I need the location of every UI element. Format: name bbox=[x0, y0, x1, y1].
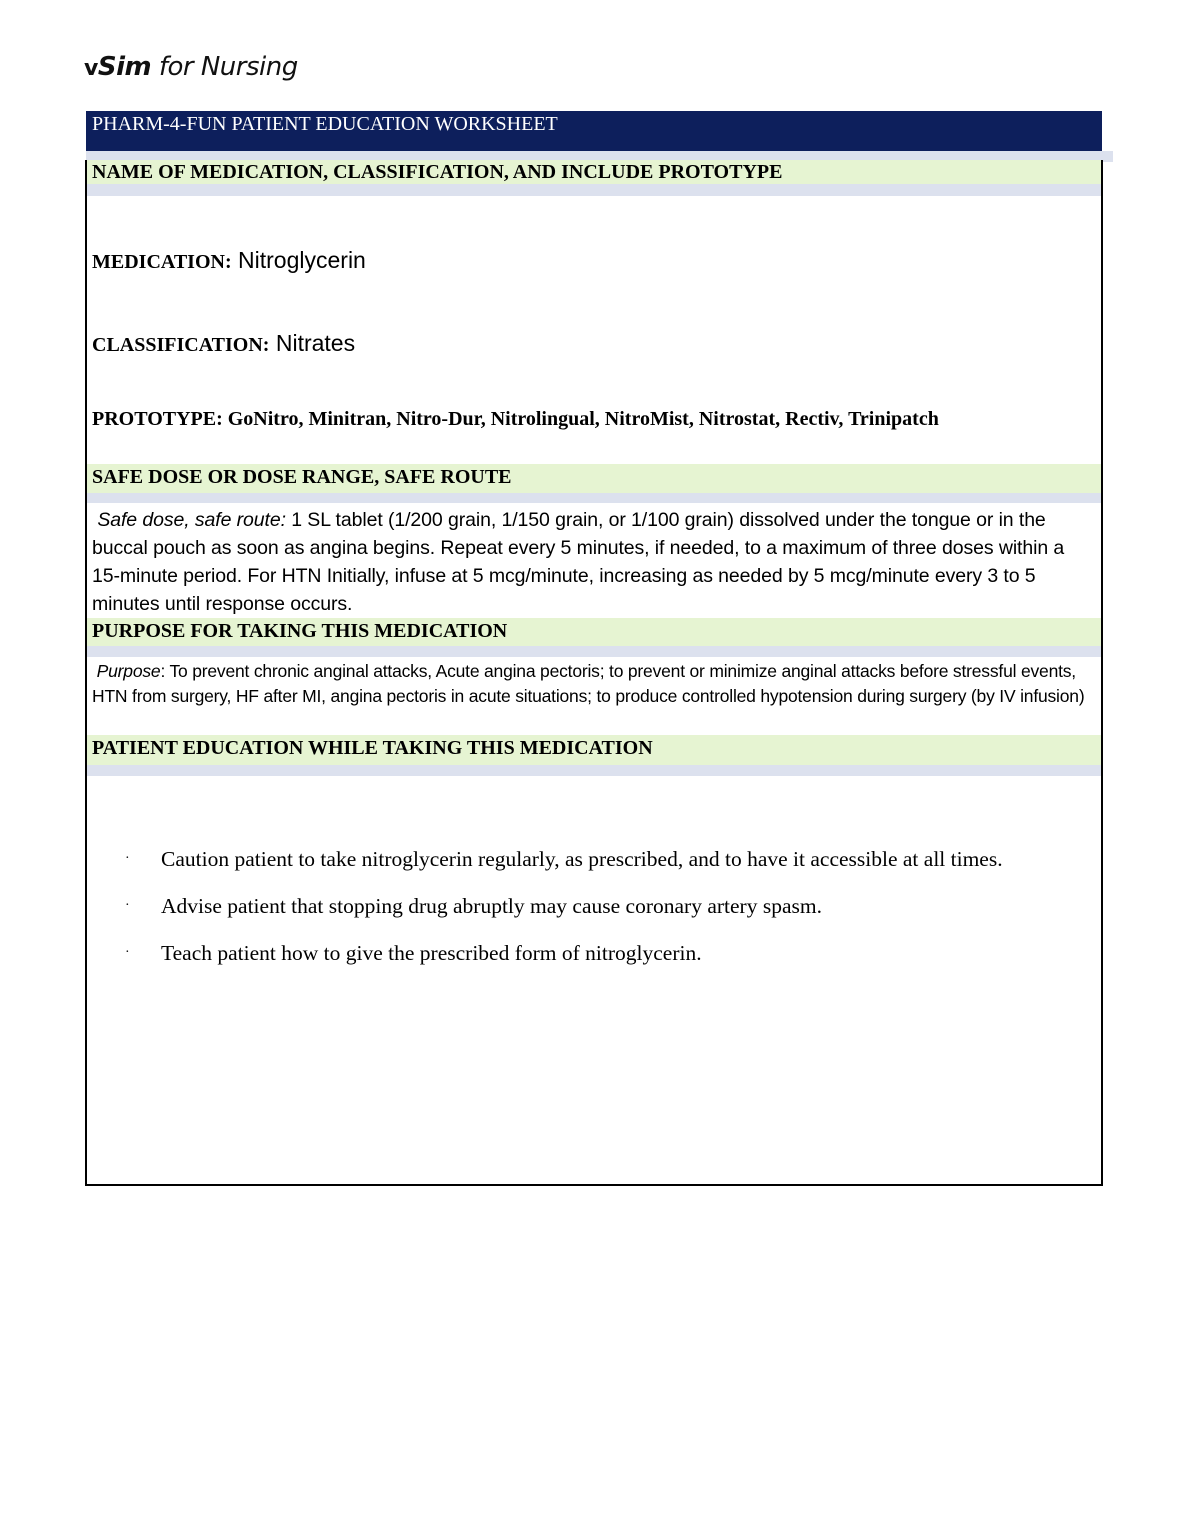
classification-label: CLASSIFICATION: bbox=[92, 334, 270, 356]
purpose-label: Purpose bbox=[96, 661, 161, 681]
logo-rest: for Nursing bbox=[151, 52, 298, 82]
purpose-text: : To prevent chronic anginal attacks, Acute angina pectoris; to prevent or minimize anginal attacks before stressful events, HTN from surgery, HF after MI, angina pectoris in acute situations; to produce controlled hypotension during surgery (by IV infusion) bbox=[92, 661, 1085, 706]
vsim-logo bbox=[84, 52, 298, 82]
classification-field bbox=[92, 330, 355, 357]
medication-value: Nitroglycerin bbox=[231, 247, 366, 273]
logo-sim: Sim bbox=[97, 52, 152, 82]
section-heading-education: PATIENT EDUCATION WHILE TAKING THIS MEDICATION bbox=[87, 735, 1101, 765]
education-list bbox=[125, 846, 1095, 987]
worksheet-title: PHARM-4-FUN PATIENT EDUCATION WORKSHEET bbox=[86, 111, 1102, 151]
medication-field bbox=[92, 247, 366, 274]
logo-v: v bbox=[84, 56, 98, 81]
dose-label: Safe dose, safe route: bbox=[97, 509, 286, 531]
section-heading-purpose: PURPOSE FOR TAKING THIS MEDICATION bbox=[87, 618, 1101, 646]
purpose-paragraph bbox=[92, 659, 1092, 709]
medication-label: MEDICATION: bbox=[92, 251, 232, 273]
education-item: · Advise patient that stopping drug abruptly may cause coronary artery spasm. bbox=[125, 894, 822, 918]
section-band-purpose bbox=[87, 646, 1101, 657]
prototype-text: PROTOTYPE: GoNitro, Minitran, Nitro-Dur, Nitrolingual, NitroMist, Nitrostat, Rectiv, Trinipatch bbox=[92, 408, 939, 430]
section-band-name bbox=[87, 184, 1101, 196]
bullet-dot: · bbox=[125, 945, 130, 960]
bullet-dot: · bbox=[125, 851, 130, 866]
dose-paragraph bbox=[92, 506, 1092, 618]
bullet-dot: · bbox=[125, 898, 130, 913]
section-band-dose bbox=[87, 493, 1101, 503]
section-heading-name: NAME OF MEDICATION, CLASSIFICATION, AND INCLUDE PROTOTYPE bbox=[87, 160, 1101, 184]
dose-text: 1 SL tablet (1/200 grain, 1/150 grain, or 1/100 grain) dissolved under the tongue or in the buccal pouch as soon as angina begins. Repeat every 5 minutes, if needed, to a maximum of three doses within a 15-minute period. For HTN Initially, infuse at 5 mcg/minute, increasing as needed by 5 mcg/minute every 3 to 5 minutes until response occurs. bbox=[92, 509, 1065, 615]
education-item: · Caution patient to take nitroglycerin regularly, as prescribed, and to have it accessible at all times. bbox=[125, 847, 1003, 871]
education-item: · Teach patient how to give the prescribed form of nitroglycerin. bbox=[125, 941, 702, 965]
section-heading-dose: SAFE DOSE OR DOSE RANGE, SAFE ROUTE bbox=[87, 464, 1101, 493]
classification-value: Nitrates bbox=[269, 330, 356, 356]
section-band-education bbox=[87, 765, 1101, 776]
